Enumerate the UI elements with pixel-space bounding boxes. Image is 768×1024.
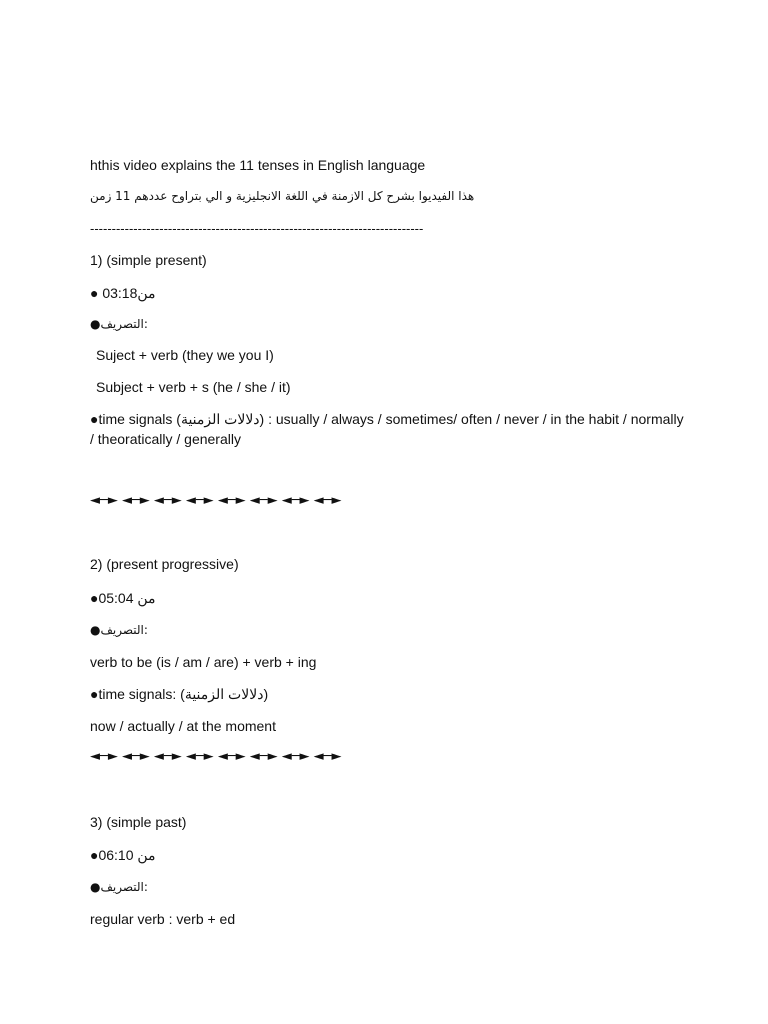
intro-title-arabic: هذا الفيديوا بشرح كل الازمنة في اللغة الانجليزية و الي بتراوح عددهم 11 زمن: [90, 189, 475, 203]
section-1-timestamp: ● 03:18من: [90, 285, 156, 301]
intro-title-english: hthis video explains the 11 tenses in English language: [90, 157, 426, 173]
separator-line: -----------------------------------------------------------------------------: [90, 221, 424, 236]
section-3-timestamp: ●06:10 من: [90, 847, 156, 863]
section-2-heading: 2) (present progressive): [90, 556, 239, 572]
section-1-arrow-divider: ◄─► ◄─► ◄─► ◄─► ◄─► ◄─► ◄─► ◄─►: [90, 493, 342, 508]
section-3-conjugation-label: ●التصريف:: [90, 880, 148, 894]
section-1-time-signals: ●time signals (دلالات الزمنية) : usually / always / sometimes/ often / never / in the habit / normally / theoratically / generally: [90, 411, 684, 447]
section-1-rule-1: Suject + verb (they we you I): [96, 347, 274, 363]
section-3-heading: 3) (simple past): [90, 814, 187, 830]
section-2-rule-1: verb to be (is / am / are) + verb + ing: [90, 654, 317, 670]
section-2-time-signals-values: now / actually / at the moment: [90, 718, 276, 734]
section-1-rule-2: Subject + verb + s (he / she / it): [96, 379, 291, 395]
section-1-heading: 1) (simple present): [90, 252, 207, 268]
section-2-timestamp: ●05:04 من: [90, 590, 156, 606]
section-2-arrow-divider: ◄─► ◄─► ◄─► ◄─► ◄─► ◄─► ◄─► ◄─►: [90, 749, 342, 764]
section-1-conjugation-label: ●التصريف:: [90, 317, 148, 331]
section-2-conjugation-label: ●التصريف:: [90, 623, 148, 637]
section-3-rule-1: regular verb : verb + ed: [90, 911, 236, 927]
section-2-time-signals-label: ●time signals: (دلالات الزمنية): [90, 686, 269, 702]
